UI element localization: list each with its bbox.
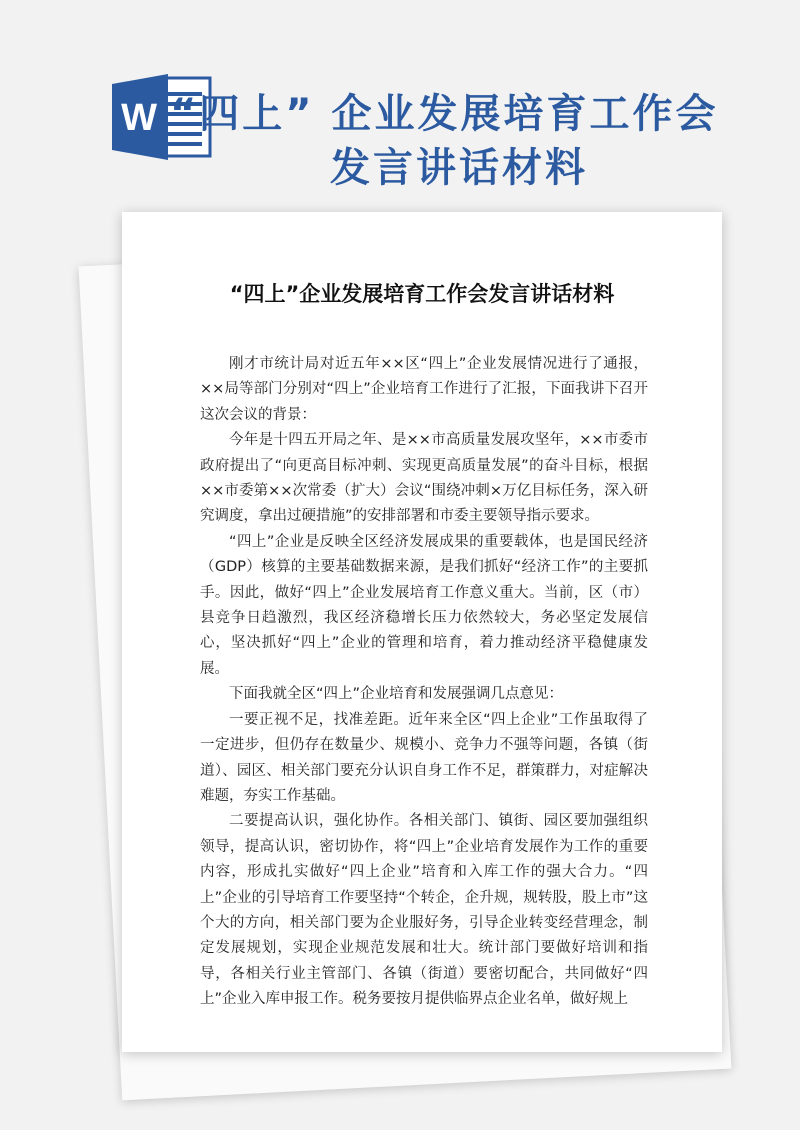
paragraph: 今年是十四五开局之年、是××市高质量发展攻坚年，××市委市政府提出了“向更高目标冲刺、实现更高质量发展”的奋斗目标，根据××市委第××次常委（扩大）会议“围绕冲刺×万亿目标任务，深入研究调度，拿出过硬措施”的安排部署和市委主要领导指示要求。 [200, 432, 648, 525]
paragraph: 一要正视不足，找准差距。近年来全区“四上企业”工作虽取得了一定进步，但仍存在数量少、规模小、竞争力不强等问题，各镇（街道）、园区、相关部门要充分认识自身工作不足，群策群力，对症解决难题，夯实工作基础。 [200, 711, 648, 804]
paragraph: 二要提高认识，强化协作。各相关部门、镇街、园区要加强组织领导，提高认识，密切协作，将“四上”企业培育发展作为工作的重要内容，形成扎实做好“四上企业”培育和入库工作的强大合力。“四上”企业的引导培育工作要坚持“个转企，企升规，规转股，股上市”这个大的方向，相关部门要为企业服好务，引导企业转变经营理念，制定发展规划，实现企业规范发展和壮大。统计部门要做好培训和指导，各相关行业主管部门、各镇（街道）要密切配合，共同做好“四上”企业入库申报工作。税务要按月提供临界点企业名单，做好规上 [200, 813, 648, 1008]
document-title: “四上”企业发展培育工作会发言讲话材料 [229, 282, 615, 306]
header-banner [0, 0, 800, 200]
banner-title-line2: 发言讲话材料 [330, 145, 588, 191]
svg-text:W: W [121, 97, 157, 139]
document-body [200, 352, 648, 1013]
paragraph: 下面我就全区“四上”企业培育和发展强调几点意见： [229, 686, 564, 703]
banner-title-line1: “四上” 企业发展培育工作会 [170, 91, 719, 137]
paragraph: “四上”企业是反映全区经济发展成果的重要载体，也是国民经济（GDP）核算的主要基础数据来源，是我们抓好“经济工作”的主要抓手。因此，做好“四上”企业发展培育工作意义重大。当前，区（市）县竞争日趋激烈，我区经济稳增长压力依然较大，务必坚定发展信心，坚决抓好“四上”企业的管理和培育，着力推动经济平稳健康发展。 [200, 533, 648, 677]
paragraph: 刚才市统计局对近五年××区“四上”企业发展情况进行了通报，××局等部门分别对“四上”企业培育工作进行了汇报，下面我讲下召开这次会议的背景： [200, 356, 648, 423]
document-page [122, 212, 722, 1052]
